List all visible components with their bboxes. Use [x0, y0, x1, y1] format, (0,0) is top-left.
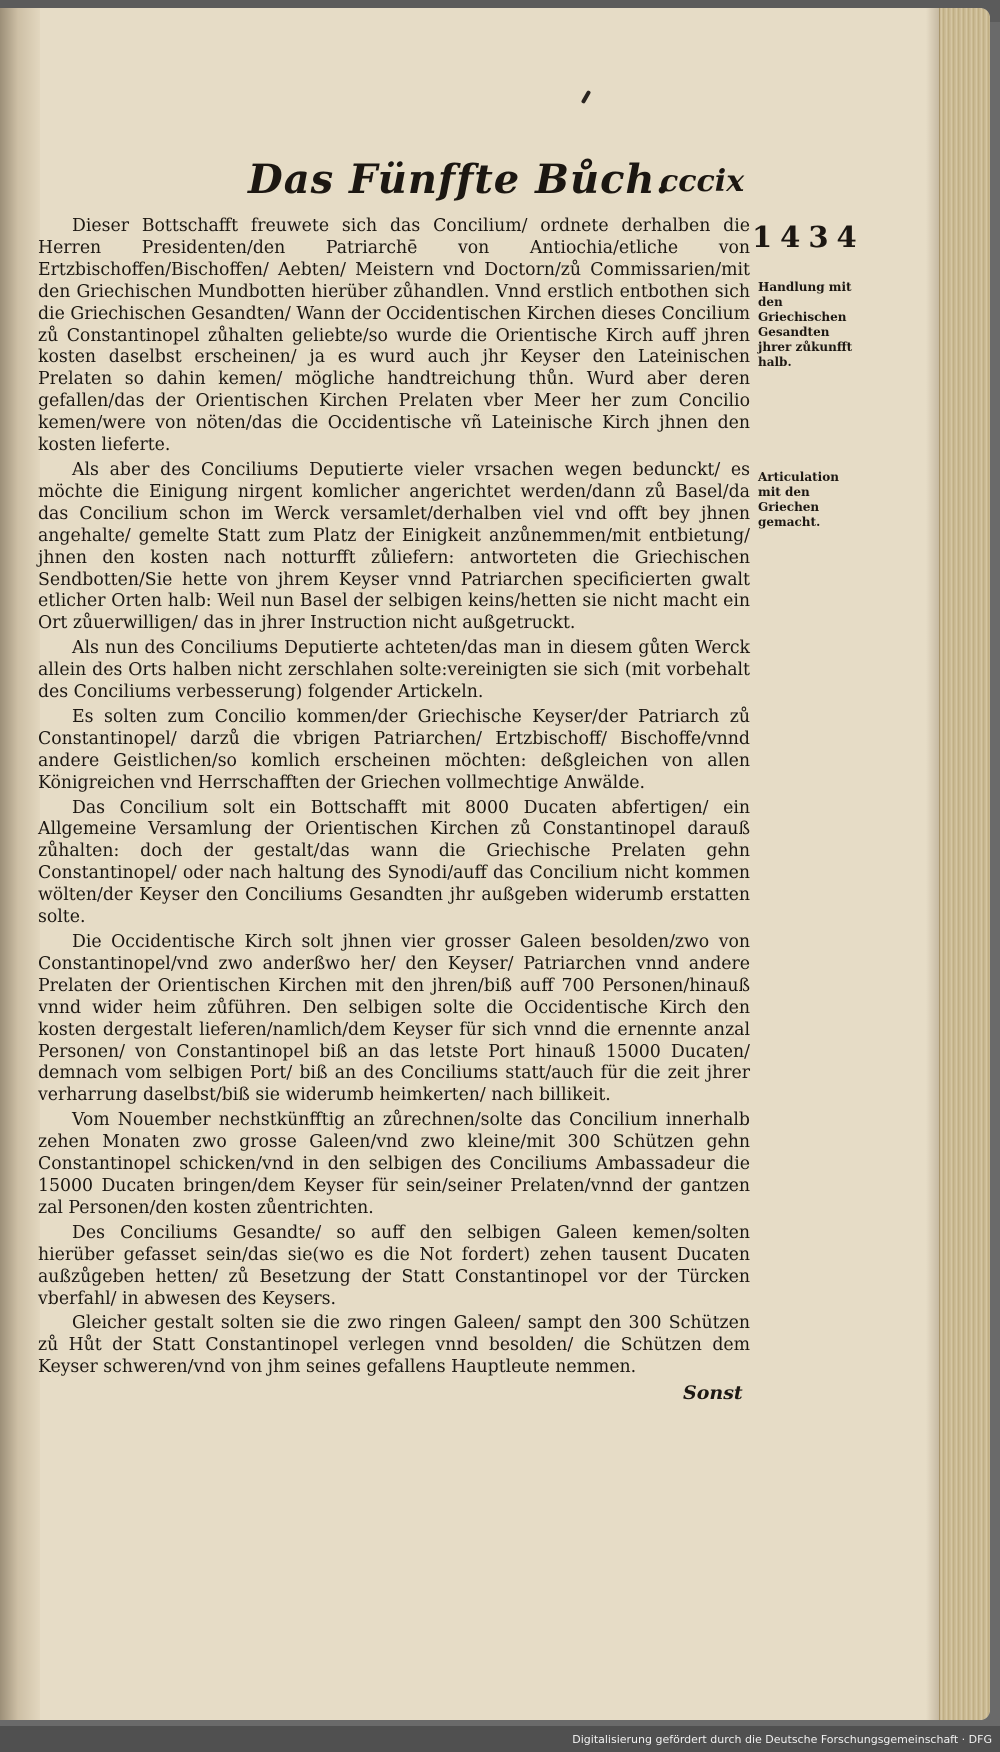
- printed-page: [0, 8, 940, 1720]
- marginal-note: Handlung mit den Griechischen Gesandten jhrer zůkunfft halb.: [758, 280, 853, 369]
- ink-mark: [581, 90, 591, 104]
- marginal-note: Articulation mit den Griechen gemacht.: [758, 470, 839, 529]
- paragraph: Als nun des Conciliums Deputierte achteten/das man in diesem gůten Werck allein des Orts halben nicht zerschlahen solte:vereinigten sie sich (mit vorbehalt des Conciliums verbesserung) folgender Artickeln.: [38, 638, 750, 703]
- catchword: Sonst: [683, 1382, 743, 1404]
- book-page: [0, 8, 990, 1720]
- paragraph: Des Conciliums Gesandte/ so auff den selbigen Galeen kemen/solten hierüber gefasset sein/das sie(wo es die Not fordert) zehen tausent Ducaten außzůgeben hetten/ zů Besetzung der Statt Constantinopel vor der Türcken vberfahl/ in abwesen des Keysers.: [38, 1222, 750, 1309]
- year-marginal: 1434: [752, 220, 865, 254]
- digitization-credit: Digitalisierung gefördert durch die Deutsche Forschungsgemeinschaft · DFG: [572, 1733, 992, 1746]
- body-text: [38, 216, 750, 1382]
- book-title: Das Fünffte Bůch.: [248, 156, 671, 203]
- paragraph: Dieser Bottschafft freuwete sich das Concilium/ ordnete derhalben die Herren Presidenten/den Patriarchē von Antiochia/etliche von Ertzbischoffen/Bischoffen/ Aebten/ Meistern vnd Doctorn/zů Commissarien/mit den Griechischen Mundbotten hierüber zůhandlen. Vnnd erstlich entbothen sich die Griechischen Gesandten/ Wann der Occidentischen Kirchen dieses Concilium zů Constantinopel zůhalten geliebte/so wurde die Orientische Kirch auff jhren kosten daselbst erscheinen/ ja es wurd auch jhr Keyser den Lateinischen Prelaten so dahin kemen/ mögliche handtreichung thůn. Wurd aber deren gefallen/das der Orientischen Kirchen Prelaten vber Meer her zum Concilio kemen/were von nöten/das die Occidentische vñ Lateinische Kirch jhnen den kosten lieferte.: [38, 216, 750, 456]
- paragraph: Die Occidentische Kirch solt jhnen vier grosser Galeen besolden/zwo von Constantinopel/vnd zwo anderßwo her/ den Keyser/ Patriarchen vnnd andere Prelaten der Orientischen Kirchen mit den jhren/biß auff 700 Personen/hinauß vnnd wider heim zůführen. Den selbigen solte die Occidentische Kirch den kosten dergestalt lieferen/namlich/dem Keyser für sich vnnd die ernennte anzal Personen/ von Constantinopel biß an das letste Port hinauß 15000 Ducaten/ demnach vom selbigen Port/ biß an des Conciliums statt/auch für die zeit jhrer verharrung daselbst/biß sie widerumb heimkerten/ nach billikeit.: [38, 932, 750, 1106]
- paragraph: Das Concilium solt ein Bottschafft mit 8000 Ducaten abfertigen/ ein Allgemeine Versamlung der Orientischen Kirchen zů Constantinopel darauß zůhalten: doch der gestalt/das wann die Griechische Prelaten gehn Constantinopel/ oder nach haltung des Synodi/auff das Concilium nicht kommen wölten/der Keyser den Conciliums Gesandten jhr außgeben widerumb erstatten solte.: [38, 797, 750, 928]
- paragraph: Es solten zum Concilio kommen/der Griechische Keyser/der Patriarch zů Constantinopel/ darzů die vbrigen Patriarchen/ Ertzbischoff/ Bischoffe/vnnd andere Geistlichen/so komlich erscheinen möchten: deßgleichen von allen Königreichen vnd Herrschafften der Griechen vollmechtige Anwälde.: [38, 706, 750, 793]
- paragraph: Vom Nouember nechstkünfftig an zůrechnen/solte das Concilium innerhalb zehen Monaten zwo grosse Galeen/vnd zwo kleine/mit 300 Schützen gehn Constantinopel schicken/vnd in den selbigen des Conciliums Ambassadeur die 15000 Ducaten bringen/dem Keyser für sein/seiner Prelaten/vnnd der gantzen zal Personen/den kosten zůentrichten.: [38, 1110, 750, 1218]
- running-head: [0, 156, 760, 212]
- paragraph: Gleicher gestalt solten sie die zwo ringen Galeen/ sampt den 300 Schützen zů Hůt der Statt Constantinopel verlegen vnnd besolden/ die Schützen dem Keyser schweren/vnd von jhm seines gefallens Hauptleute nemmen.: [38, 1313, 750, 1378]
- paragraph: Als aber des Conciliums Deputierte vieler vrsachen wegen bedunckt/ es möchte die Einigung nirgent komlicher angerichtet werden/dann zů Basel/da das Concilium schon im Werck versamlet/derhalben viel vnd offt bey jhnen angehalte/ gemelte Statt zum Platz der Einigkeit anzůnemmen/mit entbietung/ jhnen den kosten nach notturfft zůliefern: antworteten die Griechischen Sendbotten/Sie hette von jhrem Keyser vnnd Patriarchen specificierten gwalt etlicher Orten halb: Weil nun Basel der selbigen keins/hetten sie nicht macht ein Ort zůuerwilligen/ das in jhrer Instruction nicht außgetruckt.: [38, 459, 750, 634]
- folio-number: cccix: [660, 164, 745, 199]
- fore-edge: [939, 8, 990, 1720]
